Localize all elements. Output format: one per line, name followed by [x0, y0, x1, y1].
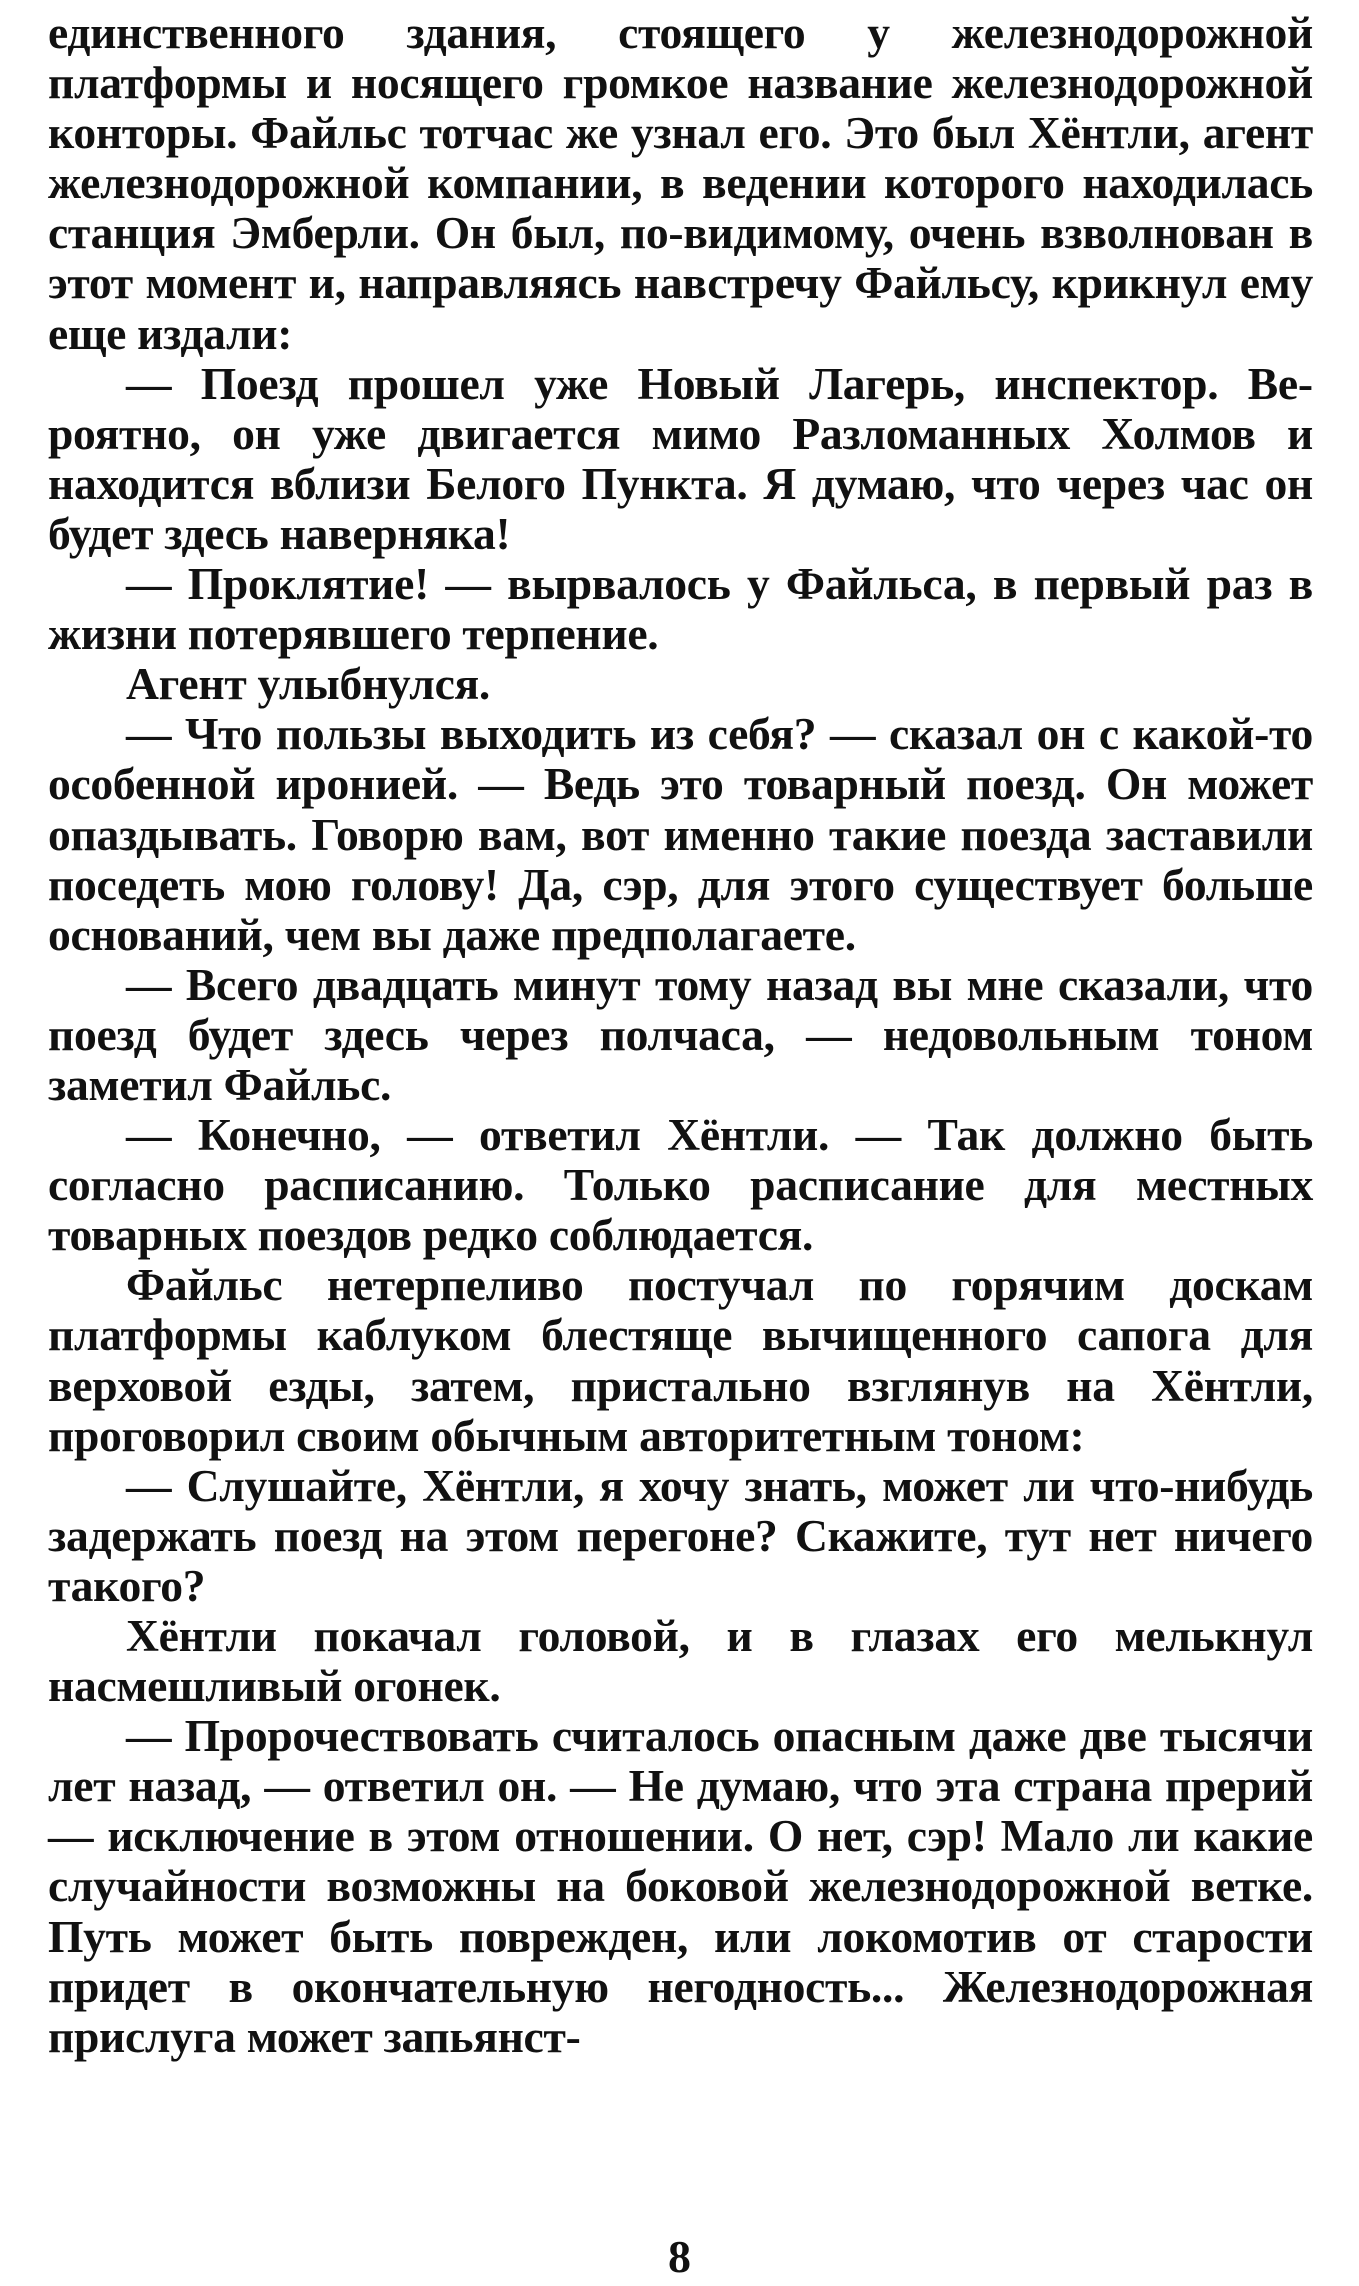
paragraph-7: — Конечно, — ответил Хёнтли. — Так должно быть согласно расписанию. Только расписание для местных товарных поездов редко соблюдается. — [48, 1109, 1313, 1261]
paragraph-2: — Поезд прошел уже Новый Лагерь, инспектор. Вероятно, он уже двигается мимо Разломанных Холмов и находится вблизи Белого Пункта. Я думаю, что через час он будет здесь наверняка! — [48, 357, 1313, 559]
paragraph-5: — Что пользы выходить из себя? — сказал он с какой-то особенной иронией. — Ведь это товарный поезд. Он может опаздывать. Говорю вам, вот именно такие поезда заставили поседеть мою голову! Да, сэр, для этого существует больше оснований, чем вы даже предполагаете. — [48, 708, 1313, 960]
paragraph-6: — Всего двадцать минут тому назад вы мне сказали, что поезд будет здесь через полчаса, — недовольным тоном заметил Файльс. — [48, 958, 1313, 1110]
paragraph-9: — Слушайте, Хёнтли, я хочу знать, может ли что-нибудь задержать поезд на этом перегоне? Скажите, тут нет ничего такого? — [48, 1459, 1313, 1611]
paragraph-10: Хёнтли покачал головой, и в глазах его мелькнул насмешливый огонек. — [48, 1610, 1313, 1712]
paragraph-11: — Пророчествовать считалось опасным даже две тысячи лет назад, — ответил он. — Не думаю, что эта страна прерий — исключение в этом отношении. О нет, сэр! Мало ли какие случайности возможны на боковой железнодорожной ветке. Путь может быть поврежден, или локомотив от старости придет в окончательную негодность... Железнодорожная прислуга может запьянст- — [48, 1710, 1313, 2062]
page-number: 8 — [668, 2231, 691, 2282]
paragraph-8: Файльс нетерпеливо постучал по горячим доскам платформы каблуком блестяще вычищенного сапога для верховой езды, затем, пристально взглянув на Хёнтли, проговорил своим обычным авторитетным тоном: — [48, 1259, 1313, 1461]
paragraph-1: единственного здания, стоящего у железнодорожной платформы и носящего громкое название железнодорожной конторы. Файльс тотчас же узнал его. Это был Хёнтли, агент железнодорожной компании, в ведении которого находилась станция Эмберли. Он был, по-видимому, очень взволнован в этот момент и, направляясь навстречу Файльсу, крикнул ему еще издали: — [48, 7, 1313, 359]
paragraph-3: — Проклятие! — вырвалось у Файльса, в первый раз в жизни потерявшего терпение. — [48, 558, 1313, 660]
page-text — [48, 8, 1313, 2062]
paragraph-4: Агент улыбнулся. — [126, 658, 490, 710]
